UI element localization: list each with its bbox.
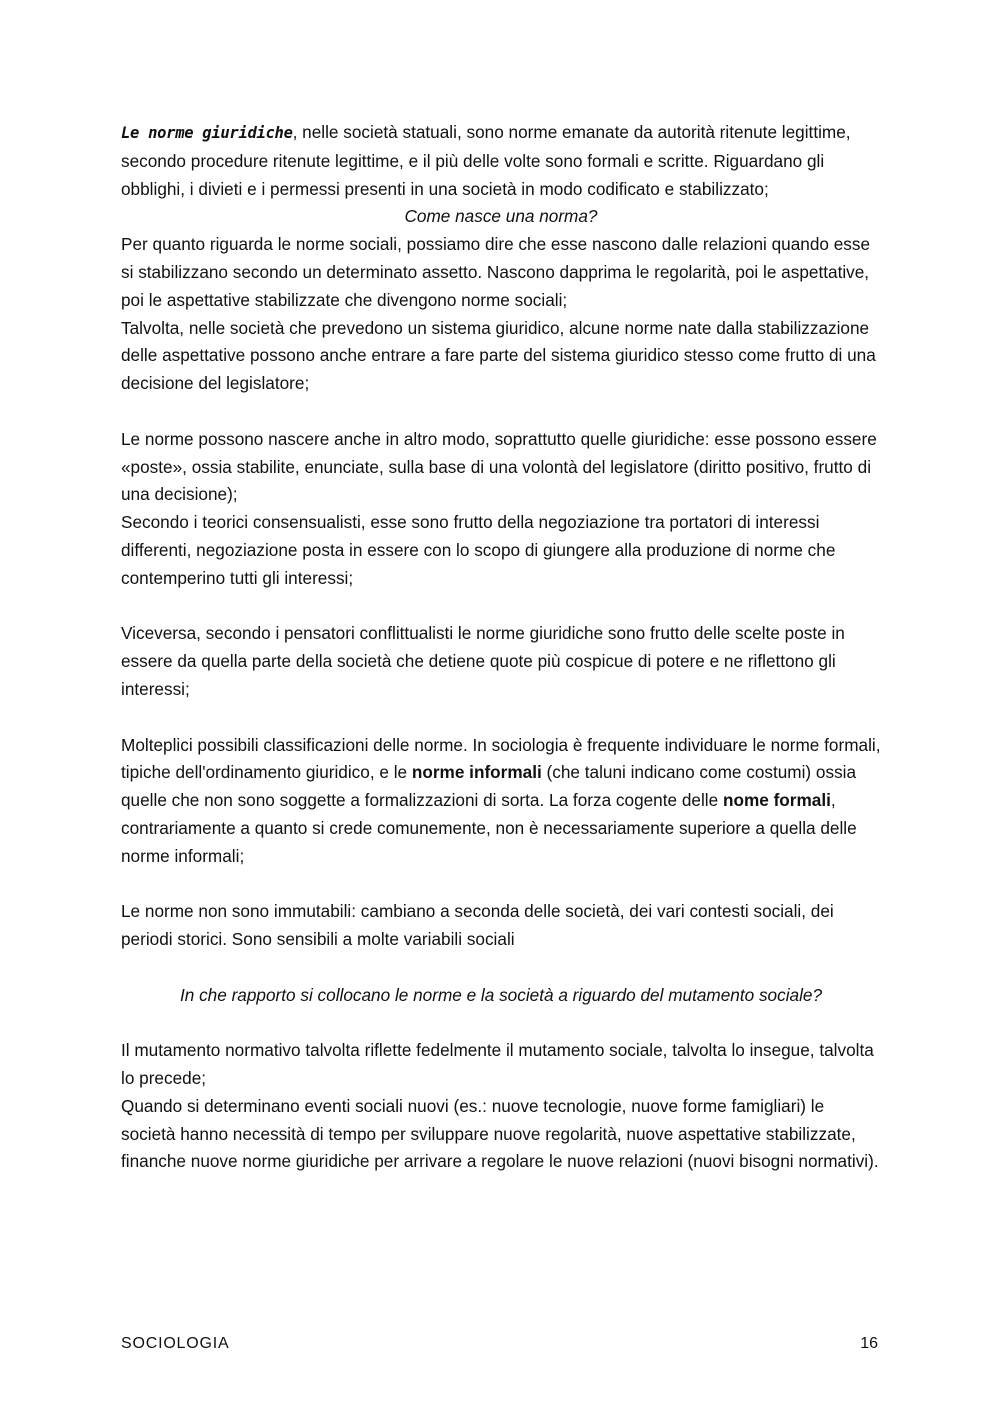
page-body (121, 119, 881, 1176)
spacer (121, 593, 881, 621)
spacer (121, 954, 881, 982)
heading-norm-origin: Come nasce una norma? (404, 206, 598, 227)
paragraph-conflictualists: Viceversa, secondo i pensatori conflittualisti le norme giuridiche sono frutto delle scelte poste in essere da quella parte della società che detiene quote più cospicue di potere e ne riflettono gli interessi; (121, 623, 845, 699)
spacer (121, 398, 881, 426)
bold-informal-norms: norme informali (411, 762, 542, 783)
page-number: 16 (860, 1335, 878, 1352)
paragraph-normative-change: Il mutamento normativo talvolta riflette fedelmente il mutamento sociale, talvolta lo insegue, talvolta lo precede; (121, 1040, 874, 1089)
spacer (121, 1010, 881, 1038)
spacer (121, 871, 881, 899)
legal-norms-definition: , nelle società statuali, sono norme emanate da autorità ritenute legittime, secondo procedure ritenute legittime, e il più delle volte sono formali e scritte. Riguardano gli obblighi, i divieti e i permessi presenti in una società in modo codificato e stabilizzato; (121, 122, 851, 199)
term-legal-norms: Le norme giuridiche (121, 124, 293, 142)
paragraph-mutability: Le norme non sono immutabili: cambiano a seconda delle società, dei vari contesti sociali, dei periodi storici. Sono sensibili a molte variabili sociali (121, 901, 834, 950)
paragraph-new-events: Quando si determinano eventi sociali nuovi (es.: nuove tecnologie, nuove forme famigliari) le società hanno necessità di tempo per sviluppare nuove regolarità, nuove aspettative stabilizzate, finanche nuove norme giuridiche per arrivare a regolare le nuove relazioni (nuovi bisogni normativi). (121, 1095, 879, 1172)
paragraph-posited-norms: Le norme possono nascere anche in altro modo, soprattutto quelle giuridiche: esse possono essere «poste», ossia stabilite, enunciate, sulla base di una volontà del legislatore (diritto positivo, frutto di una decisione); (121, 428, 877, 505)
paragraph-consensualists: Secondo i teorici consensualisti, esse sono frutto della negoziazione tra portatori di interessi differenti, negoziazione posta in essere con lo scopo di giungere alla produzione di norme che contemperino tutti gli interessi; (121, 512, 836, 588)
spacer (121, 704, 881, 732)
classification-text-d: , contrariamente a quanto si crede comunemente, non è necessariamente superiore a quella delle norme informali; (121, 790, 857, 866)
classification-text-c: (che taluni indicano come costumi) ossia quelle che non sono soggette a formalizzazioni di sorta. La forza cogente delle (121, 762, 857, 811)
heading-social-change: In che rapporto si collocano le norme e la società a riguardo del mutamento sociale? (179, 984, 823, 1005)
classification-text-a: Molteplici possibili classificazioni delle norme. In sociologia è frequente individuare le norme formali, tipiche dell'ordinamento giuridico, e le (121, 734, 881, 783)
footer-section-title: SOCIOLOGIA (121, 1335, 230, 1352)
paragraph-legal-system: Talvolta, nelle società che prevedono un sistema giuridico, alcune norme nate dalla stabilizzazione delle aspettative possono anche entrare a fare parte del sistema giuridico stesso come frutto di una decisione del legislatore; (121, 317, 876, 394)
paragraph-social-norms: Per quanto riguarda le norme sociali, possiamo dire che esse nascono dalle relazioni quando esse si stabilizzano secondo un determinato assetto. Nascono dapprima le regolarità, poi le aspettative, poi le aspettative stabilizzate che divengono norme sociali; (121, 234, 871, 310)
bold-formal-norms: nome formali (722, 790, 831, 811)
paragraph-legal-norms (121, 119, 881, 203)
paragraph-classifications (121, 732, 881, 871)
